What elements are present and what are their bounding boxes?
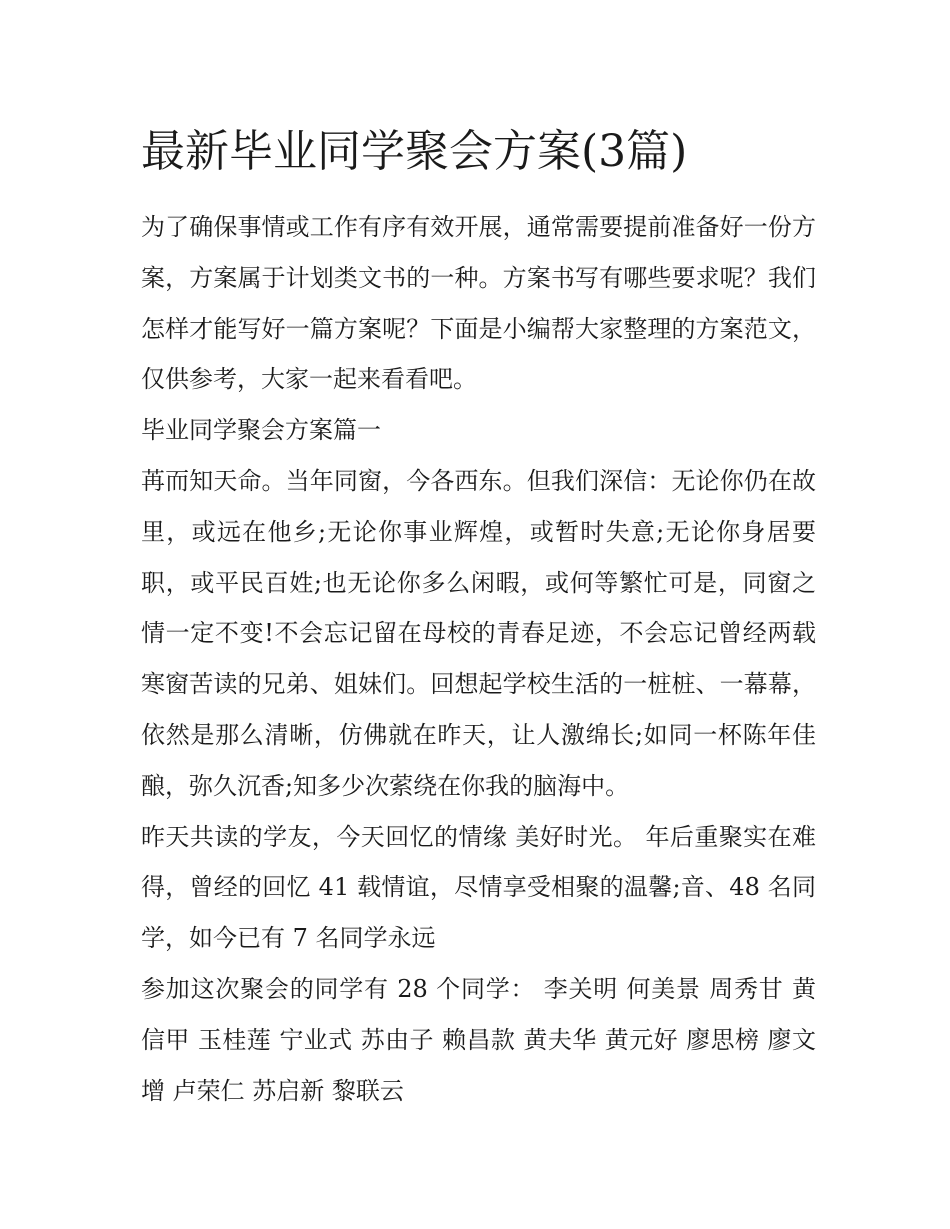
body-paragraph: 昨天共读的学友，今天回忆的情缘 美好时光。 年后重聚实在难得，曾经的回忆 41 载情谊，尽情享受相聚的温馨;音、48 名同学，如今已有 7 名同学永远 bbox=[141, 822, 816, 953]
section-heading: 毕业同学聚会方案篇一 bbox=[141, 416, 381, 445]
intro-paragraph: 为了确保事情或工作有序有效开展，通常需要提前准备好一份方案，方案属于计划类文书的一种。方案书写有哪些要求呢？我们怎样才能写好一篇方案呢？下面是小编帮大家整理的方案范文，仅供参考，大家一起来看看吧。 bbox=[141, 213, 816, 394]
document-page bbox=[141, 110, 816, 1116]
document-title: 最新毕业同学聚会方案(3篇) bbox=[141, 126, 688, 177]
attendee-paragraph: 参加这次聚会的同学有 28 个同学： 李关明 何美景 周秀甘 黄信甲 玉桂莲 宁业式 苏由子 赖昌款 黄夫华 黄元好 廖思榜 廖文增 卢荣仁 苏启新 黎联云 bbox=[141, 974, 816, 1105]
body-paragraph: 苒而知天命。当年同窗，今各西东。但我们深信：无论你仍在故里，或远在他乡;无论你事业辉煌，或暂时失意;无论你身居要职，或平民百姓;也无论你多么闲暇，或何等繁忙可是，同窗之情一定不变!不会忘记留在母校的青春足迹，不会忘记曾经两载寒窗苦读的兄弟、姐妹们。回想起学校生活的一桩桩、一幕幕，依然是那么清晰，仿佛就在昨天，让人激绵长;如同一杯陈年佳酿，弥久沉香;知多少次萦绕在你我的脑海中。 bbox=[141, 466, 816, 800]
